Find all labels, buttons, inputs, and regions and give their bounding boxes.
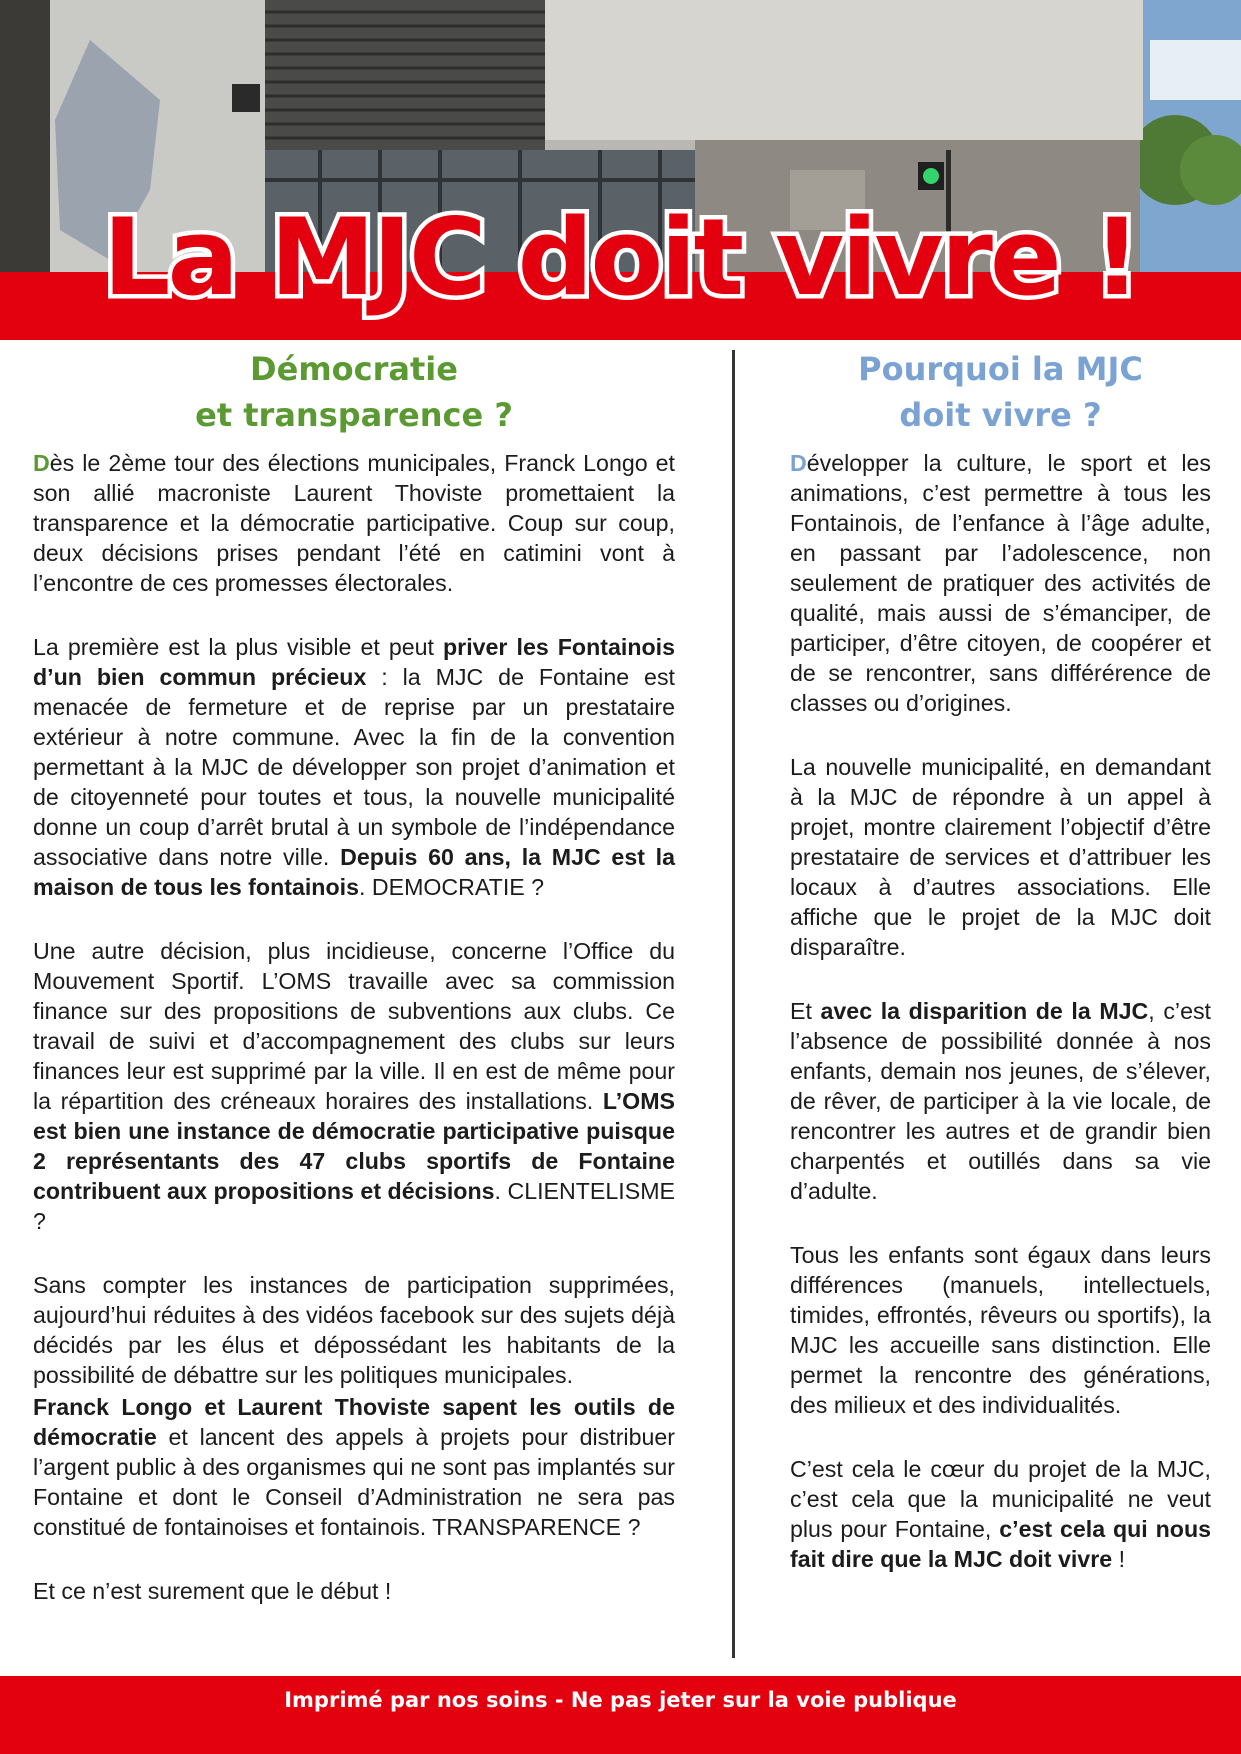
footer-notice: Imprimé par nos soins - Ne pas jeter sur la voie publique (284, 1688, 957, 1712)
left-paragraph-2 (33, 632, 675, 902)
left-p2-text-c: . DEMOCRATIE ? (358, 874, 545, 900)
left-p5-text: et lancent des appels à projets pour distribuer l’argent public à des organismes qui ne sont pas implantés sur Fontaine et dont le Conseil d’Administration ne sera pas constitué de fontainoises et fontainois. TRANSPARENCE ? (33, 1424, 675, 1540)
left-p3-text-b: . CLIENTELISME ? (33, 1178, 675, 1234)
drop-letter: D (33, 450, 50, 476)
right-title-line2: doit vivre ? (899, 396, 1102, 434)
left-p2-bold-b: Depuis 60 ans, la MJC est la maison de tous les fontainois (33, 844, 675, 900)
column-divider (732, 350, 735, 1658)
right-p5-bold: c’est cela qui nous fait dire que la MJC doit vivre (790, 1516, 1212, 1572)
left-p5-bold: Franck Longo et Laurent Thoviste sapent les outils de démocratie (33, 1394, 675, 1450)
left-p3-bold: L’OMS est bien une instance de démocratie participative puisque 2 représentants des 47 clubs sportifs de Fontaine contribuent aux propositions et décisions (33, 1088, 675, 1204)
left-column-title (33, 346, 675, 438)
right-paragraph-1 (790, 448, 1211, 718)
left-column (33, 346, 675, 1640)
right-paragraph-3 (790, 996, 1211, 1206)
left-p2-text-b: : la MJC de Fontaine est menacée de fermeture et de reprise par un prestataire extérieur à notre commune. Avec la fin de la convention permettant à la MJC de développer son projet d’animation et de citoyenneté pour toutes et tous, la nouvelle municipalité donne un coup d’arrêt brutal à un symbole de l’indépendance associative dans notre ville. (33, 664, 675, 870)
left-paragraph-5 (33, 1392, 675, 1542)
left-p2-text-a: La première est la plus visible et peut (33, 634, 444, 660)
right-paragraph-2: La nouvelle municipalité, en demandant à la MJC de répondre à un appel à projet, montre clairement l’objectif d’être prestataire de services et d’attribuer les locaux à d’autres associations. Elle affiche que le projet de la MJC doit disparaître. (790, 754, 1211, 960)
right-p3-text-b: , c’est l’absence de possibilité donnée à nos enfants, demain nos jeunes, de s’élever, de rêver, de participer à la vie locale, de rencontrer les autres et de grandir bien charpentés et outillés dans sa vie d’adulte. (790, 998, 1211, 1204)
right-p5-text-b: ! (1112, 1546, 1126, 1572)
right-p5-text-a: C’est cela le cœur du projet de la MJC, c’est cela que la municipalité ne veut plus pour Fontaine, (790, 1456, 1211, 1542)
left-p3-text-a: Une autre décision, plus incidieuse, concerne l’Office du Mouvement Sportif. L’OMS travaille avec sa commission finance sur des propositions de subventions aux clubs. Ce travail de suivi et d’accompagnement des clubs sur leurs finances leur est supprimé par la ville. Il en est de même pour la répartition des créneaux horaires des installations. (33, 938, 675, 1114)
right-column (790, 346, 1211, 1608)
drop-letter: D (790, 450, 807, 476)
right-column-title (790, 346, 1211, 438)
left-p1-text: ès le 2ème tour des élections municipales, Franck Longo et son allié macroniste Laurent Thoviste promettaient la transparence et la démocratie participative. Coup sur coup, deux décisions prises pendant l’été en catimini vont à l’encontre de ces promesses électorales. (33, 450, 675, 596)
left-paragraph-4: Sans compter les instances de participation supprimées, aujourd’hui réduites à des vidéos facebook sur des sujets déjà décidés par les élus et dépossédant les habitants de la possibilité de débattre sur les politiques municipales. (33, 1272, 675, 1388)
left-title-line2: et transparence ? (195, 396, 513, 434)
footer-band (0, 1676, 1241, 1754)
right-title-line1: Pourquoi la MJC (858, 350, 1143, 388)
left-title-line1: Démocratie (250, 350, 458, 388)
right-p3-text-a: Et (790, 998, 821, 1024)
right-p1-text: évelopper la culture, le sport et les animations, c’est permettre à tous les Fontainois, de l’enfance à l’âge adulte, en passant par l’adolescence, non seulement de pratiquer des activités de qualité, mais aussi de s’émanciper, de participer, d’être citoyen, de coopérer et de se rencontrer, sans différérence de classes ou d’origines. (790, 450, 1211, 716)
left-paragraph-3 (33, 936, 675, 1236)
left-paragraph-1 (33, 448, 675, 598)
page-title: La MJC doit vivre ! (102, 196, 1139, 319)
right-p3-bold: avec la disparition de la MJC (820, 998, 1149, 1024)
left-p2-bold-a: priver les Fontainois d’un bien commun précieux (33, 634, 675, 690)
left-paragraph-6: Et ce n’est surement que le début ! (33, 1578, 392, 1604)
right-paragraph-5 (790, 1454, 1211, 1574)
right-paragraph-4: Tous les enfants sont égaux dans leurs différences (manuels, intellectuels, timides, effrontés, rêveurs ou sportifs), la MJC les accueille sans distinction. Elle permet la rencontre des générations, des milieux et des individualités. (790, 1242, 1211, 1418)
